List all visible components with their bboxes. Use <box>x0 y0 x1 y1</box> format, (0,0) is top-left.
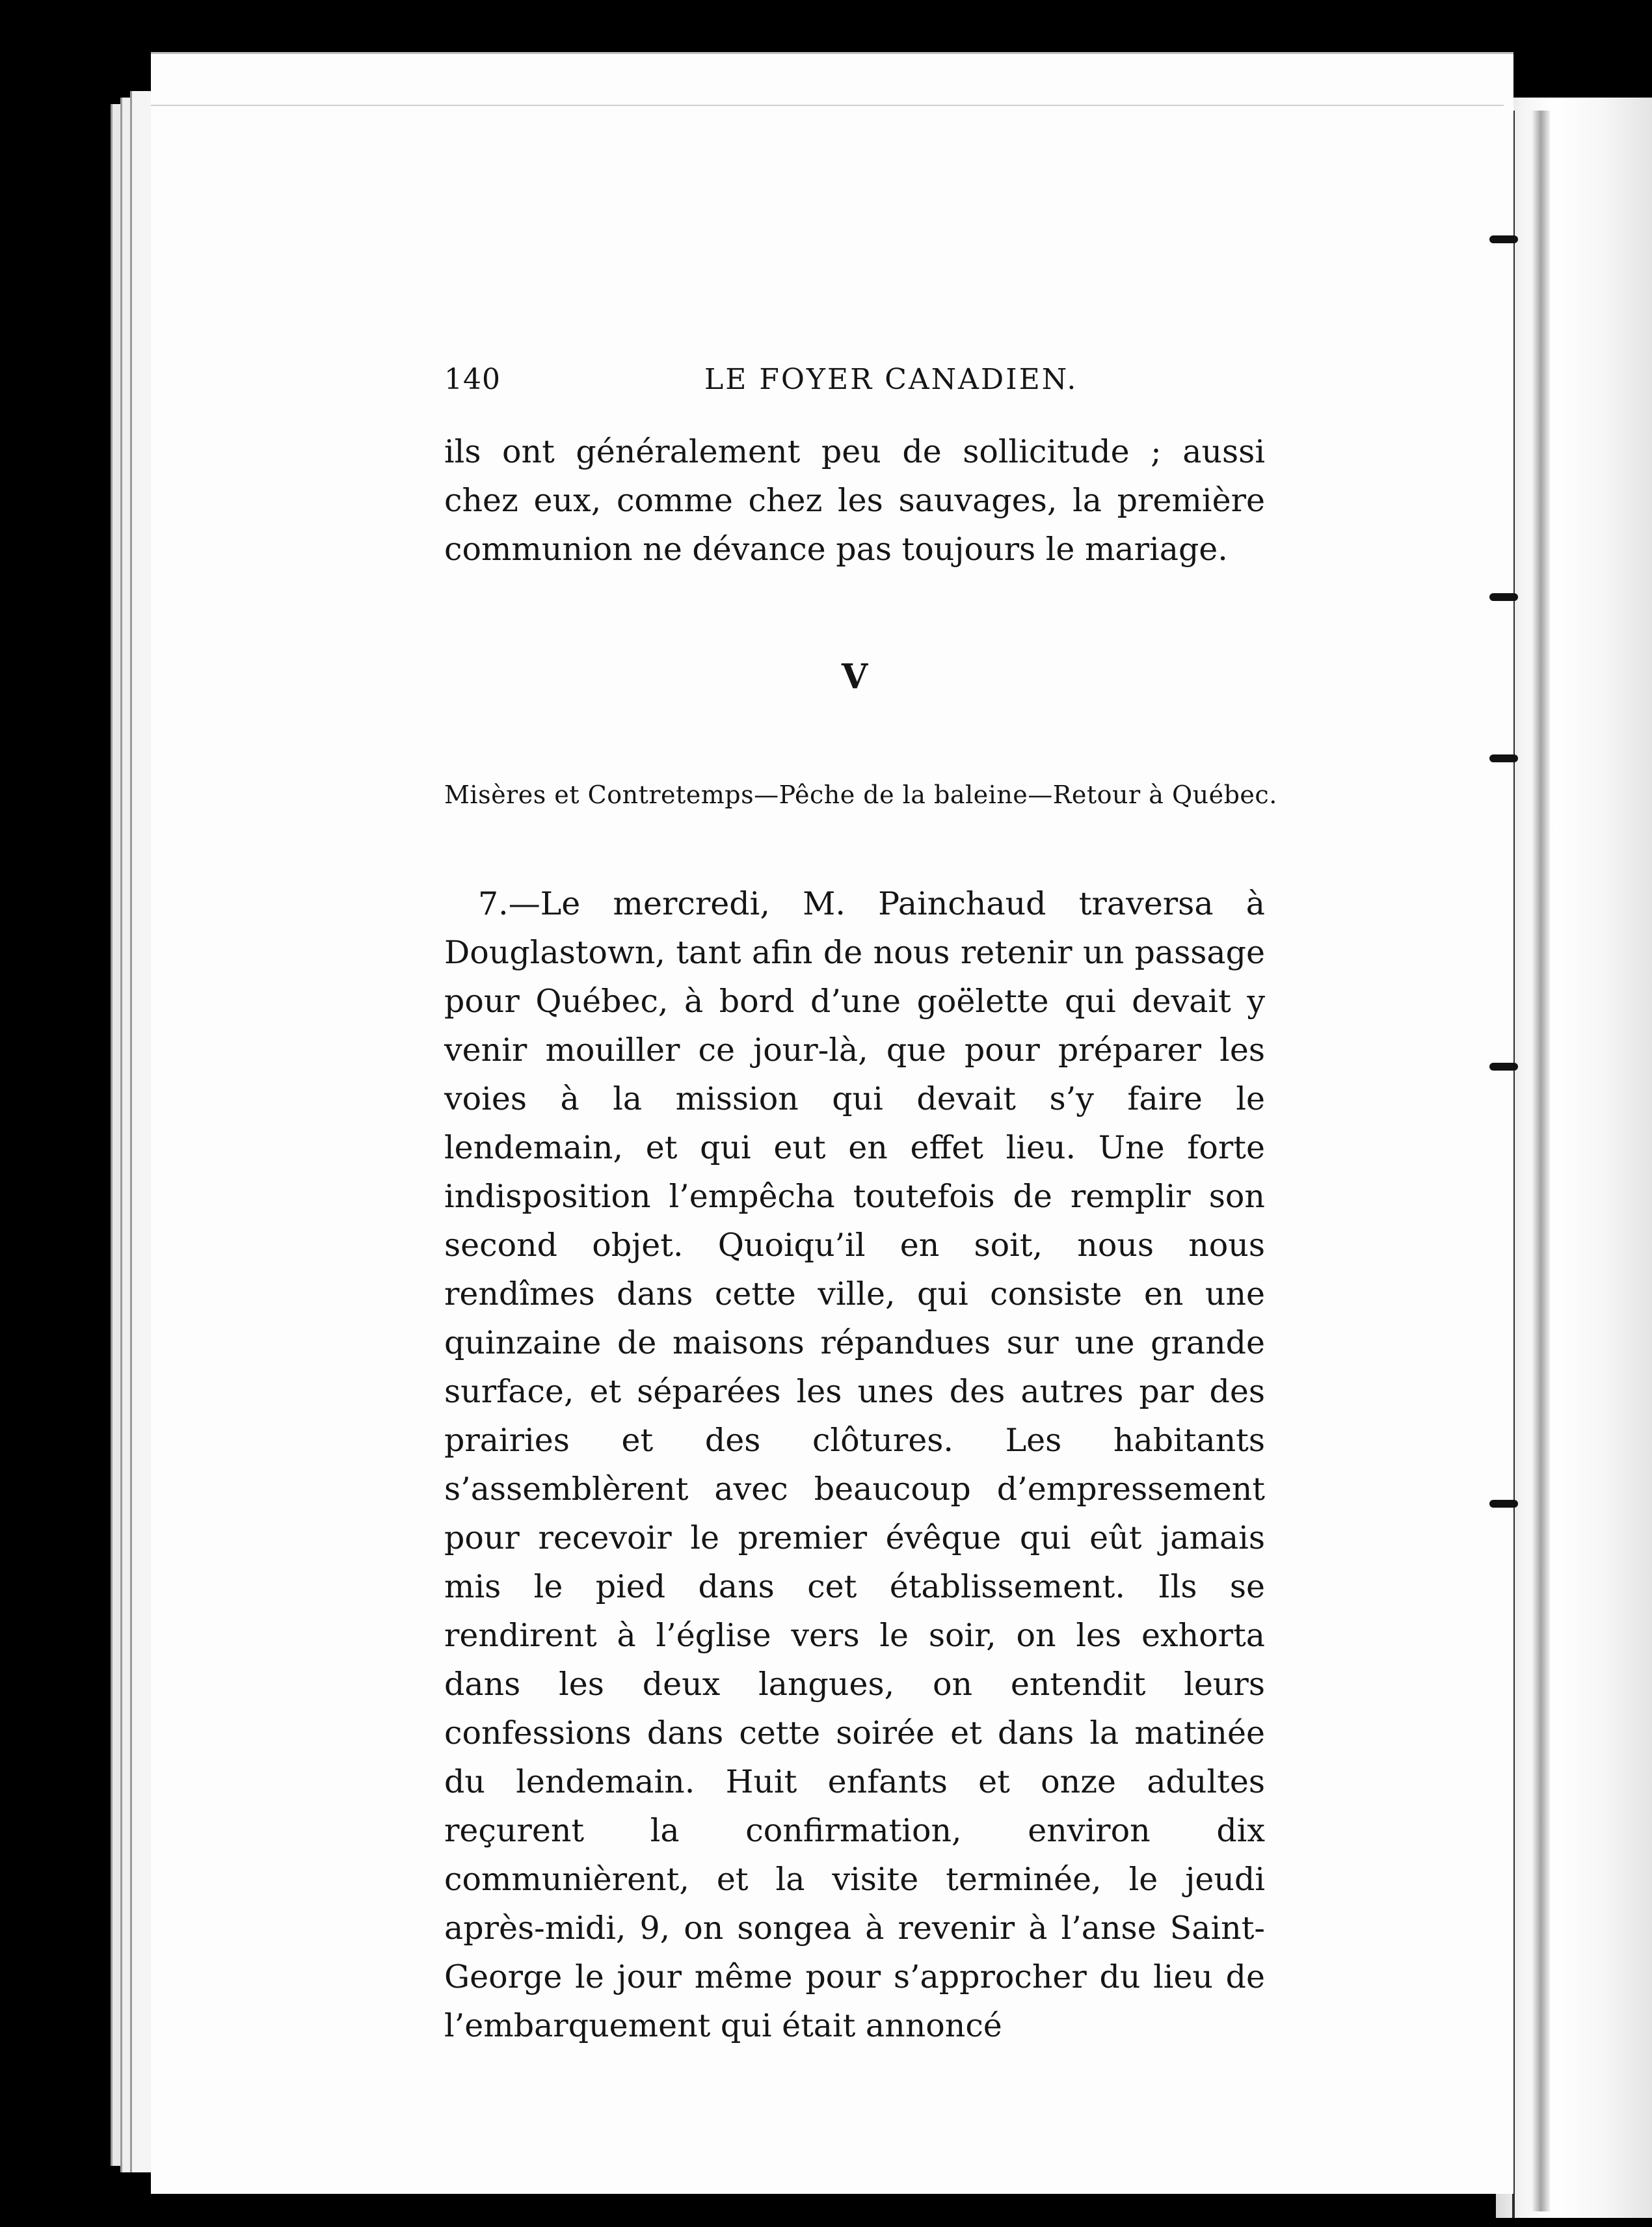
page-number: 140 <box>444 363 501 396</box>
binding-stitch <box>1489 1500 1518 1508</box>
section-subtitle: Misères et Contretemps—Pêche de la baleine—Retour à Québec. <box>444 780 1277 809</box>
gutter-shadow <box>1532 111 1550 2211</box>
binding-stitch <box>1489 754 1518 762</box>
paragraph-section-start: 7.—Le mercredi, M. Painchaud traversa à Douglastown, tant afin de nous retenir un passage pour Québec, à bord d’une goëlette qui devait y venir mouiller ce jour-là, que pour préparer les voies à la mission qui devait s’y faire le lendemain, et qui eut en effet lieu. Une forte indisposition l’empêcha toutefois de remplir son second objet. Quoiqu’il en soit, nous nous rendîmes dans cette ville, qui consiste en une quinzaine de maisons répandues sur une grande surface, et séparées les unes des autres par des prairies et des clôtures. Les habitants s’assemblèrent avec beaucoup d’empressement pour recevoir le premier évêque qui eût jamais mis le pied dans cet établissement. Ils se rendirent à l’église vers le soir, on les exhorta dans les deux langues, on entendit leurs confessions dans cette soirée et dans la matinée du lendemain. Huit enfants et onze adultes reçurent la confirmation, environ dix communièrent, et la visite terminée, le jeudi après-midi, 9, on songea à revenir à l’anse Saint-George le jour même pour s’approcher du lieu de l’embarquement qui était annoncé <box>444 885 1265 2044</box>
paragraph-continued: ils ont généralement peu de sollicitude ; aussi chez eux, comme chez les sauvages, la première communion ne dévance pas toujours le mariage. <box>444 433 1265 568</box>
running-title: LE FOYER CANADIEN. <box>704 363 1078 396</box>
running-head <box>444 363 1264 402</box>
binding-stitch <box>1489 235 1518 243</box>
binding-stitch <box>1489 593 1518 601</box>
section-numeral: V <box>841 657 868 697</box>
binding-gutter <box>1496 98 1652 2218</box>
binding-stitch <box>1489 1063 1518 1071</box>
page-top-rule <box>151 105 1504 106</box>
